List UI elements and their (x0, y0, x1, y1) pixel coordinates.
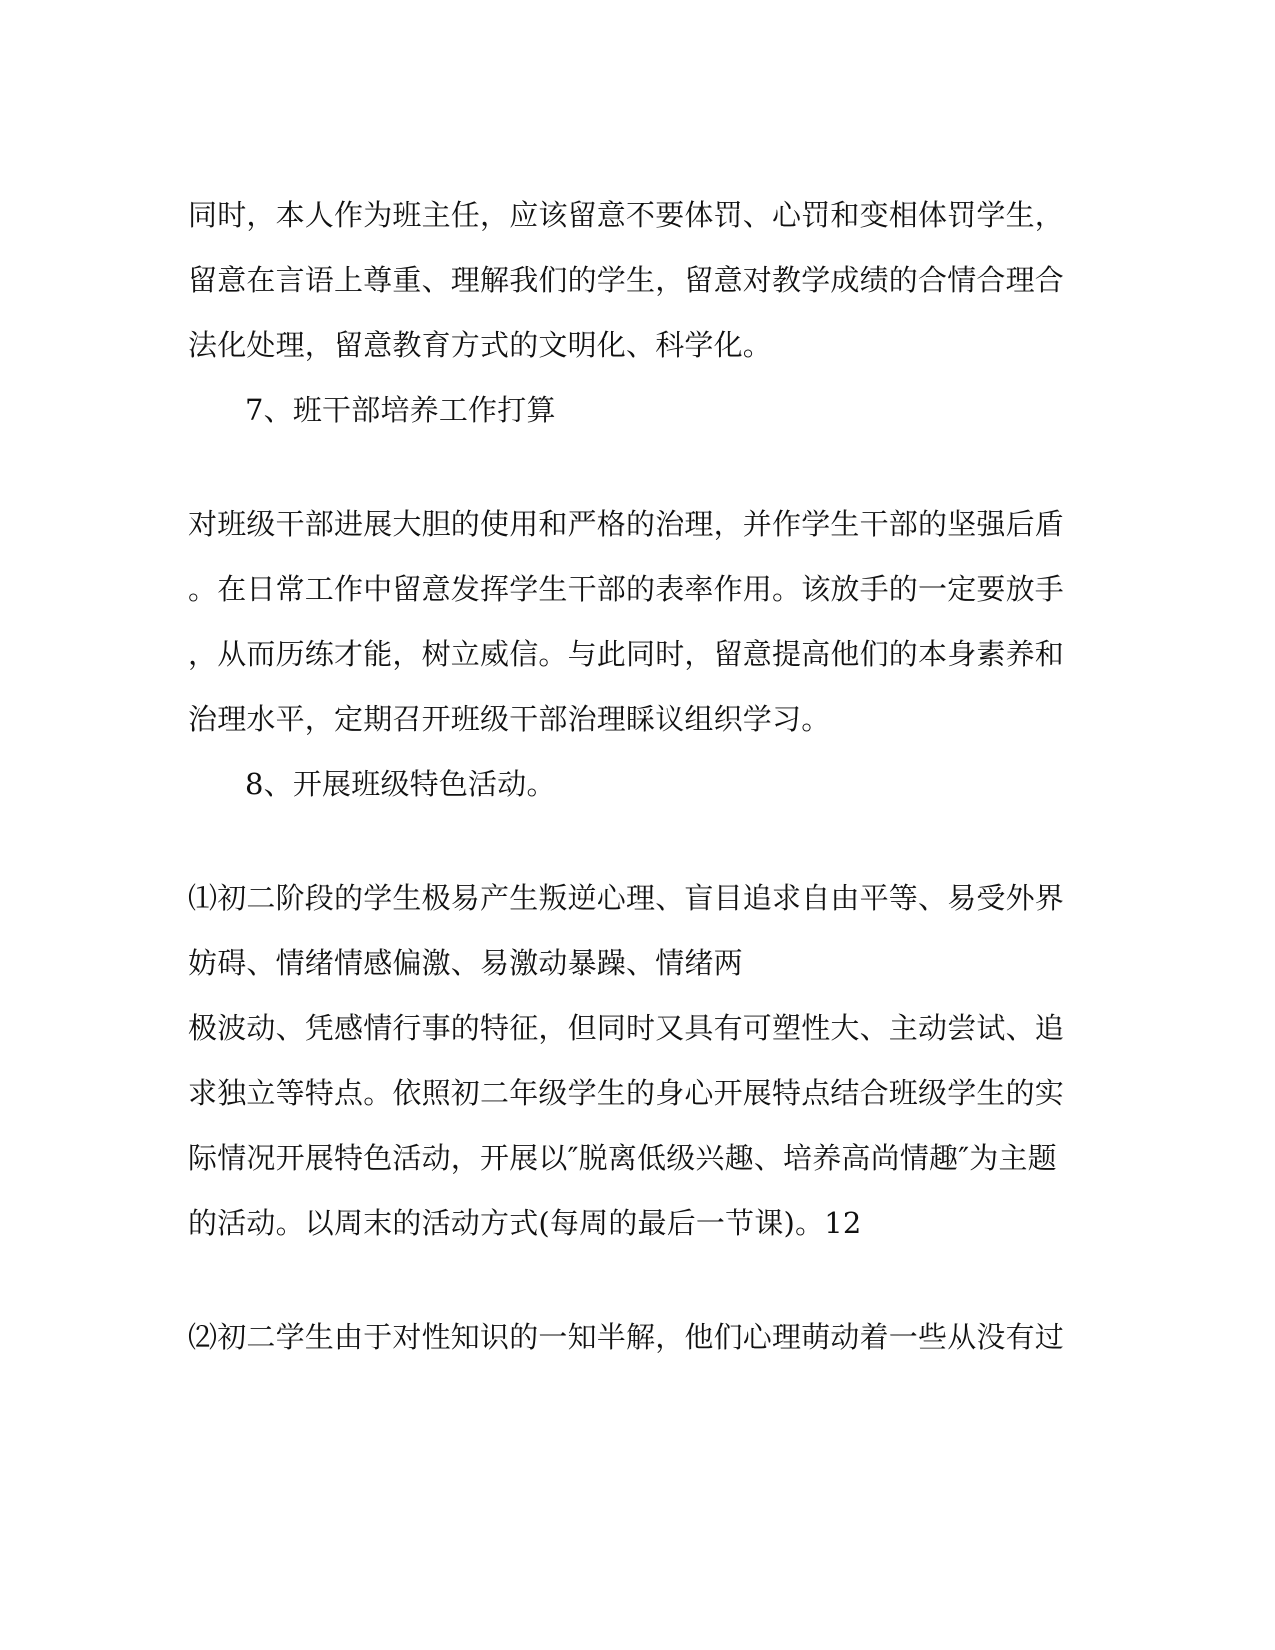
paragraph-line: 际情况开展特色活动，开展以″脱离低级兴趣、培养高尚情趣″为主题 (188, 1141, 1057, 1175)
paragraph-line: 同时，本人作为班主任，应该留意不要体罚、心罚和变相体罚学生， (188, 198, 1065, 232)
paragraph-line: 治理水平，定期召开班级干部治理睬议组织学习。 (188, 702, 831, 736)
paragraph-line: 求独立等特点。依照初二年级学生的身心开展特点结合班级学生的实 (188, 1076, 1065, 1110)
paragraph-line: 对班级干部进展大胆的使用和严格的治理，并作学生干部的坚强后盾 (188, 507, 1065, 541)
paragraph-line: ⑵初二学生由于对性知识的一知半解，他们心理萌动着一些从没有过 (188, 1320, 1065, 1354)
paragraph-line: 。在日常工作中留意发挥学生干部的表率作用。该放手的一定要放手 (188, 572, 1065, 606)
paragraph-line: 的活动。以周末的活动方式(每周的最后一节课)。12 (188, 1206, 862, 1240)
paragraph-line: ⑴初二阶段的学生极易产生叛逆心理、盲目追求自由平等、易受外界 (188, 881, 1065, 915)
paragraph-line: 妨碍、情绪情感偏激、易激动暴躁、情绪两 (188, 946, 743, 980)
paragraph-line: 极波动、凭感情行事的特征，但同时又具有可塑性大、主动尝试、追 (188, 1011, 1065, 1045)
section-heading-7: 7、班干部培养工作打算 (245, 393, 556, 427)
section-heading-8: 8、开展班级特色活动。 (245, 767, 556, 801)
paragraph-line: 留意在言语上尊重、理解我们的学生，留意对教学成绩的合情合理合 (188, 263, 1065, 297)
paragraph-line: ，从而历练才能，树立威信。与此同时，留意提高他们的本身素养和 (188, 637, 1065, 671)
paragraph-line: 法化处理，留意教育方式的文明化、科学化。 (188, 328, 773, 362)
